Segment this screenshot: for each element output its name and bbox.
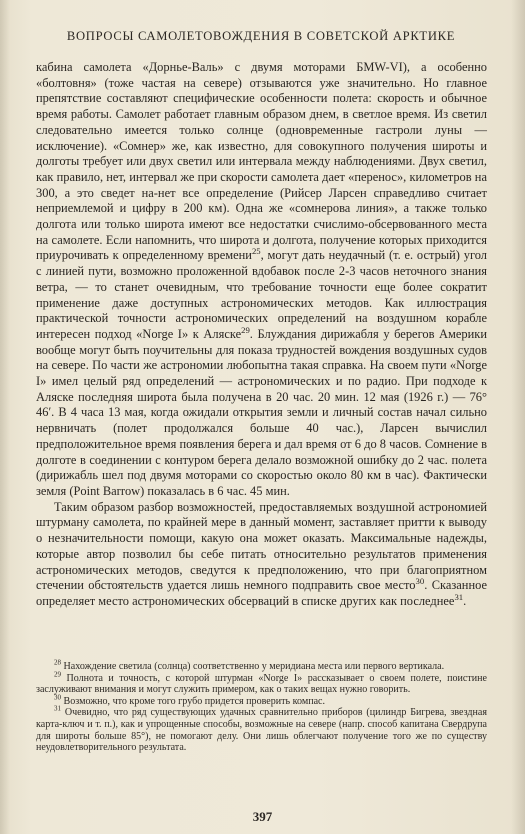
footnote-text: Полнота и точность, с которой штурман «Norge I» рассказывает о своем полете, поистине заслуживают внимания и могут служить примером, как о таких вещах нужно говорить. [36, 672, 487, 696]
paragraph-2-text-a: Таким образом разбор возможностей, предоставляемых воздушной астрономией штурману самолета, по крайней мере в данный момент, заставляет притти к выводу о незначительности помощи, какую она может оказать. Максимальные надежды, которые автор позволил бы себе питать относительно результатов применения астрономических методов, сведутся к предположению, что при благоприятном стечении обстоятельств удается лишь немного подправить свое место [36, 499, 487, 593]
footnote-ref-25: 25 [251, 246, 261, 257]
footnote-number: 29 [54, 670, 62, 679]
gutter-shadow [0, 0, 10, 834]
paragraph-1-text-a: кабина самолета «Дорнье-Валь» с двумя моторами БМW-VI), а особенно «болтовня» (тоже частая на севере) отзываются уже значительно. Но главное препятствие составляют специфические особенности полета: скорость и обычное время работы. Самолет работает главным образом днем, в светлое время. Из светил следовательно имеется только солнце (одновременные гастроли луны — исключение). «Сомнер» же, как известно, для совокупного получения широты и долготы требует или двух светил или интервала между наблюдениями. Двух светил, как правило, нет, интервал же при скорости самолета дает «перенос», километров на 300, а это сведет на-нет все определение (Рийсер Ларсен справедливо считает неприемлемой и цифру в 200 км). Одна же «сомнерова линия», а также только долгота или только широта имеют все недостатки счислимо-обсервованного места на самолете. Если напомнить, что широта и долгота, получение которых приходится приурочивать к определенному времени [36, 60, 487, 263]
footnote-30 [36, 693, 487, 708]
footnote-number: 31 [54, 705, 62, 714]
footnote-ref-31: 31 [454, 591, 464, 602]
footnote-ref-29: 29 [241, 324, 250, 335]
running-title: ВОПРОСЫ САМОЛЕТОВОЖДЕНИЯ В СОВЕТСКОЙ АРКТИКЕ [66, 29, 456, 43]
page-edge-shadow [511, 0, 525, 834]
paragraph-1-text-c: . Блуждания дирижабля у берегов Америки вообще могут быть поучительны для показа трудностей вождения воздушных судов на севере. По части же астрономии любопытна такая справка. На своем пути «Norge I» имел целый ряд определений — астрономических и по радио. При подходе к Аляске последняя широта была получена в 20 час. 20 мин. 12 мая (1926 г.) — 76° 46′. В 4 часа 13 мая, когда ожидали открытия земли и личный состав начал сильно нервничать (полет продолжался больше 40 час.), Ларсен вычислил предположительное время появления берега и дал время от 6 до 8 часов. Сомнение в долготе в соединении с контуром берега делало возможной ошибку до 2 час. полета (дирижабль шел под двумя моторами со скоростью около 80 км в час). Фактически земля (Point Barrow) показалась в 6 час. 45 мин. [36, 326, 487, 498]
paragraph-2-text-b: . Сказанное определяет место астрономических обсерваций в списке других как последнее [36, 578, 488, 608]
paragraph-2-text-c: . [463, 593, 467, 608]
page-number: 397 [252, 809, 273, 824]
paragraph-2 [36, 500, 487, 610]
footnote-number: 28 [54, 658, 62, 667]
paragraph-1-text-b: , могут дать неудачный (т. е. острый) угол с линией пути, возможно проложенной вдобавок после 2-3 часов неточного знания ветра, — то станет очевидным, что требование точности еще более сократит применение даже доступных астрономических методов. Как иллюстрация практической точности астрономических определений на воздушном корабле интересен подход «Norge I» к Аляске [36, 248, 487, 341]
paragraph-1 [36, 60, 487, 500]
footnote-ref-30: 30 [415, 576, 425, 587]
footnotes [36, 658, 487, 754]
footnote-text: Очевидно, что ряд существующих удачных сравнительно приборов (цилиндр Бигрева, звездная карта-ключ и т. п.), как и упрощенные способы, возможные на севере (напр. способ капитана Свердрупа для широты больше 85°), не помогают делу. Они лишь облегчают получение того же по существу неудовлетворительного результата. [36, 707, 487, 754]
footnote-text: Возможно, что кроме того грубо придется проверить компас. [63, 695, 325, 707]
footnote-number: 30 [54, 693, 62, 702]
footnote-text: Нахождение светила (солнца) соответственно у меридиана места или первого вертикала. [63, 661, 445, 672]
footnote-28 [36, 658, 487, 673]
footnote-29 [36, 670, 487, 696]
footnote-31 [36, 707, 487, 753]
main-text [36, 60, 487, 610]
